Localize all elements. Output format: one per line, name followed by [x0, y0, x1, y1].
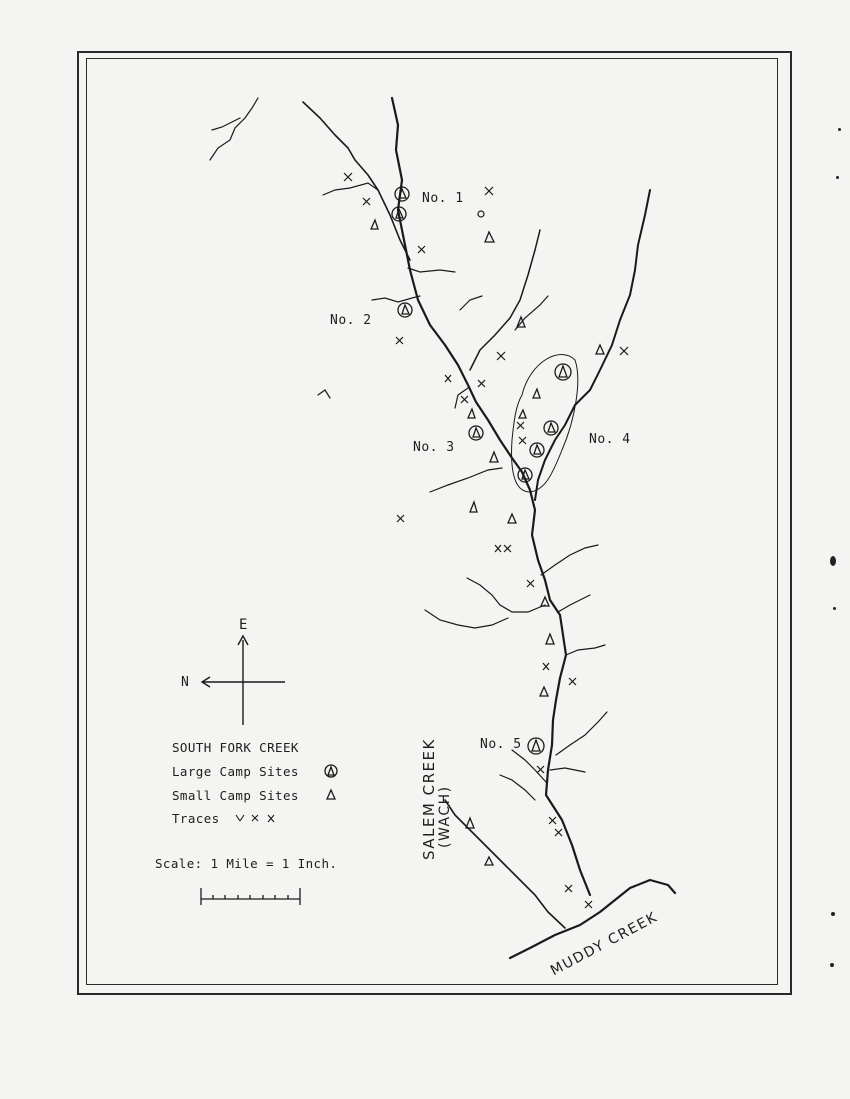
large-camp-site-marker — [528, 738, 544, 754]
legend-large-camp-icon — [325, 765, 337, 777]
site-label-4: No. 4 — [589, 432, 631, 447]
salem-creek — [445, 800, 565, 928]
site-label-2: No. 2 — [330, 313, 372, 328]
legend-small-camp-icon — [327, 790, 335, 799]
speck — [836, 176, 839, 179]
tributary — [550, 768, 585, 772]
tributary — [460, 296, 482, 310]
small-camp-site-marker — [468, 409, 475, 418]
tributary — [372, 296, 420, 302]
trace-marker — [519, 437, 526, 444]
tributary — [566, 645, 605, 655]
tributary — [500, 775, 535, 800]
trace-marker — [478, 380, 485, 387]
trace-marker — [565, 885, 572, 892]
speck — [830, 963, 834, 967]
large-camp-site-marker — [469, 426, 483, 440]
tributary — [467, 578, 545, 612]
trace-marker — [549, 817, 556, 824]
tributary — [323, 183, 378, 195]
tributary — [556, 712, 607, 755]
trace-marker — [363, 198, 370, 205]
trace-marker — [585, 901, 592, 908]
speck — [833, 607, 836, 610]
tributary — [430, 468, 502, 492]
trace-marker — [418, 246, 425, 253]
east-branch — [535, 190, 650, 500]
trace-marker — [461, 396, 468, 403]
tributary — [408, 268, 455, 272]
site-label-5: No. 5 — [480, 737, 522, 752]
small-camp-site-marker — [371, 220, 378, 229]
tributary — [318, 390, 330, 398]
tributary — [425, 610, 508, 628]
small-camp-site-marker — [485, 857, 493, 865]
legend-scale-label: Scale: 1 Mile = 1 Inch. — [155, 856, 338, 871]
speck — [838, 128, 841, 131]
small-camp-site-marker — [540, 687, 548, 696]
trace-marker — [504, 545, 511, 552]
large-camp-site-marker — [398, 303, 412, 317]
trace-marker — [517, 422, 524, 429]
small-camp-site-marker — [596, 345, 604, 354]
tributary — [212, 118, 240, 130]
trace-marker — [344, 173, 352, 181]
speck — [830, 556, 836, 566]
legend-title: SOUTH FORK CREEK — [172, 740, 299, 755]
trace-marker — [555, 829, 562, 836]
salem-creek-label: SALEM CREEK — [420, 738, 438, 860]
scale-bar — [201, 888, 300, 905]
compass-east-label: E — [239, 617, 248, 633]
muddy-creek-label: MUDDY CREEK — [548, 909, 661, 980]
tributary — [558, 595, 590, 612]
small-camp-site-marker — [546, 634, 554, 644]
compass-north-label: N — [181, 675, 190, 690]
small-camp-site-marker — [490, 452, 498, 462]
site-label-3: No. 3 — [413, 440, 455, 455]
trace-marker — [495, 545, 501, 552]
camp-point-marker — [478, 211, 484, 217]
trace-marker — [485, 187, 493, 195]
trace-marker — [543, 663, 549, 670]
legend-traces-label: Traces — [172, 811, 220, 826]
small-camp-site-marker — [470, 502, 477, 512]
trace-marker — [445, 375, 451, 382]
trace-marker — [527, 580, 534, 587]
trace-marker — [396, 337, 403, 344]
small-camp-site-marker — [485, 232, 494, 242]
tributary — [541, 545, 598, 575]
trace-marker — [569, 678, 576, 685]
legend-small-camp-label: Small Camp Sites — [172, 788, 299, 803]
compass-rose — [202, 636, 285, 725]
small-camp-site-marker — [519, 410, 526, 418]
trace-marker — [537, 766, 544, 773]
speck — [831, 912, 835, 916]
trace-marker — [620, 347, 628, 355]
tributary — [512, 750, 546, 782]
upper-west-branch — [303, 102, 410, 260]
large-camp-site-marker — [544, 421, 558, 435]
large-camp-site-marker — [395, 187, 409, 201]
legend-large-camp-label: Large Camp Sites — [172, 764, 299, 779]
trace-marker — [497, 352, 505, 360]
trace-marker — [397, 515, 404, 522]
small-camp-site-marker — [508, 514, 516, 523]
small-camp-site-marker — [466, 818, 474, 828]
large-camp-site-marker — [530, 443, 544, 457]
small-camp-site-marker — [533, 389, 540, 398]
legend-traces-icons — [236, 815, 274, 822]
large-camp-site-marker — [555, 364, 571, 380]
salem-creek-alt-label: (WACH) — [437, 785, 453, 848]
site-label-1: No. 1 — [422, 191, 464, 206]
north-east-branch — [470, 230, 540, 370]
trace-markers — [344, 173, 628, 908]
